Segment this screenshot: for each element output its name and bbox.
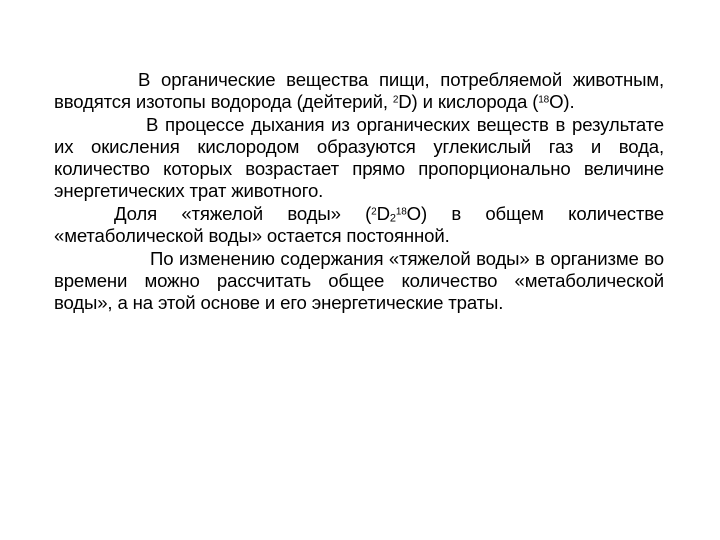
text-block <box>54 69 664 315</box>
p1-text-c: O). <box>549 91 575 112</box>
paragraph-respiration <box>54 114 664 202</box>
paragraph-calculation <box>54 248 664 314</box>
p3-text-a: Доля «тяжелой воды» ( <box>114 203 372 224</box>
p2-text: В процессе дыхания из органических веществ в результате их окисления кислородом образуются углекислый газ и вода, количество которых возрастает прямо пропорционально величине энергетических трат животного. <box>54 114 664 201</box>
p3-text-b: D <box>376 203 390 224</box>
paragraph-heavy-water-share <box>54 203 664 247</box>
p3-text-c: O) в общем количестве «метаболической воды» остается постоянной. <box>54 203 664 246</box>
p1-text-b: D) и кислорода ( <box>398 91 539 112</box>
p3-superscript-2: 2 <box>371 206 377 218</box>
p1-text-a: В органические вещества пищи, потребляемой животным, вводятся изотопы водорода (дейтерий, <box>54 69 664 112</box>
p3-subscript-2: 2 <box>389 212 396 225</box>
p1-superscript-18: 18 <box>538 94 550 106</box>
p1-superscript-2: 2 <box>392 94 399 106</box>
paragraph-isotopes-intro <box>54 69 664 113</box>
p4-text: По изменению содержания «тяжелой воды» в организме во времени можно рассчитать общее количество «метаболической воды», а на этой основе и его энергетические траты. <box>54 248 664 313</box>
p3-superscript-18: 18 <box>395 206 407 218</box>
